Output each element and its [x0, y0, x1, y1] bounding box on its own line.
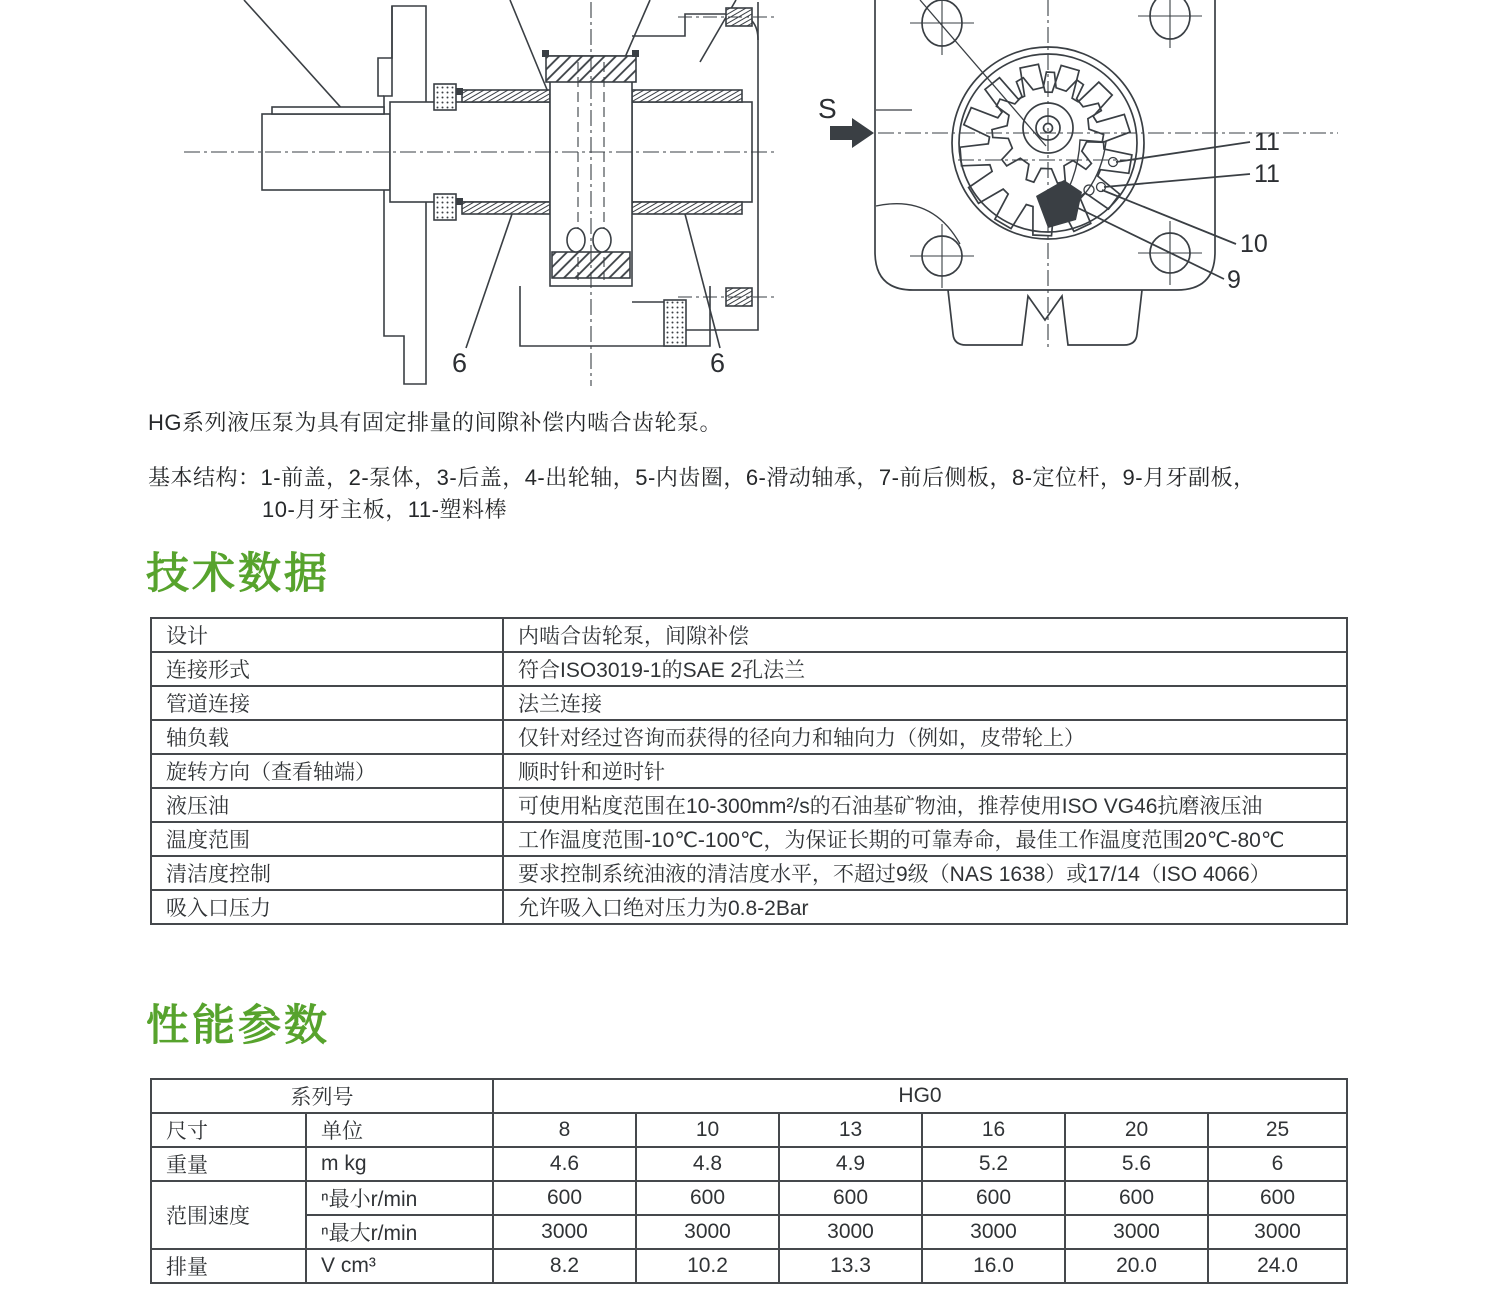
speed-min-value: 600	[636, 1181, 779, 1215]
speed-max-value: 3000	[1208, 1215, 1347, 1249]
spec-value: 顺时针和逆时针	[503, 754, 1347, 788]
table-row	[151, 652, 1347, 686]
weight-value: 5.2	[922, 1147, 1065, 1181]
spec-value: 内啮合齿轮泵，间隙补偿	[503, 618, 1347, 652]
spec-value: 可使用粘度范围在10-300mm²/s的石油基矿物油，推荐使用ISO VG46抗磨液压油	[503, 788, 1347, 822]
displacement-unit: V cm³	[306, 1249, 493, 1283]
spec-label: 液压油	[151, 788, 503, 822]
spec-value: 符合ISO3019-1的SAE 2孔法兰	[503, 652, 1347, 686]
size-value: 20	[1065, 1113, 1208, 1147]
size-value: 10	[636, 1113, 779, 1147]
size-value: 8	[493, 1113, 636, 1147]
intro-paragraph: HG系列液压泵为具有固定排量的间隙补偿内啮合齿轮泵。	[148, 410, 723, 435]
table-row	[151, 1079, 1347, 1113]
spec-value: 仅针对经过咨询而获得的径向力和轴向力（例如，皮带轮上）	[503, 720, 1347, 754]
table-row	[151, 1181, 1347, 1215]
callout-11-lower: 11	[1254, 160, 1280, 188]
speed-min-value: 600	[779, 1181, 922, 1215]
spec-label: 轴负载	[151, 720, 503, 754]
spec-value: 工作温度范围-10℃-100℃，为保证长期的可靠寿命，最佳工作温度范围20℃-80℃	[503, 822, 1347, 856]
callout-10: 10	[1240, 230, 1268, 258]
speed-min-value: 600	[1208, 1181, 1347, 1215]
pump-front-view-diagram	[800, 0, 1340, 350]
table-row	[151, 1215, 1347, 1249]
table-row	[151, 822, 1347, 856]
displacement-value: 13.3	[779, 1249, 922, 1283]
speed-max-unit: ⁿ最大r/min	[306, 1215, 493, 1249]
table-row	[151, 890, 1347, 924]
unit-label: 单位	[306, 1113, 493, 1147]
callout-s: S	[818, 93, 837, 124]
speed-max-value: 3000	[1065, 1215, 1208, 1249]
structure-label: 基本结构：	[148, 465, 261, 490]
spec-label: 清洁度控制	[151, 856, 503, 890]
table-row	[151, 1147, 1347, 1181]
size-value: 25	[1208, 1113, 1347, 1147]
size-value: 16	[922, 1113, 1065, 1147]
spec-label: 管道连接	[151, 686, 503, 720]
speed-min-unit: ⁿ最小r/min	[306, 1181, 493, 1215]
spec-label: 旋转方向（查看轴端）	[151, 754, 503, 788]
speed-max-value: 3000	[922, 1215, 1065, 1249]
weight-value: 4.8	[636, 1147, 779, 1181]
spec-label: 吸入口压力	[151, 890, 503, 924]
table-row	[151, 1249, 1347, 1283]
spec-value: 允许吸入口绝对压力为0.8-2Bar	[503, 890, 1347, 924]
size-label: 尺寸	[151, 1113, 306, 1147]
weight-value: 4.9	[779, 1147, 922, 1181]
table-row	[151, 720, 1347, 754]
weight-value: 6	[1208, 1147, 1347, 1181]
displacement-value: 24.0	[1208, 1249, 1347, 1283]
callout-9: 9	[1227, 266, 1241, 294]
spec-value: 要求控制系统油液的清洁度水平，不超过9级（NAS 1638）或17/14（ISO 4066）	[503, 856, 1347, 890]
cross-section-linework	[184, 0, 776, 386]
speed-min-value: 600	[922, 1181, 1065, 1215]
displacement-label: 排量	[151, 1249, 306, 1283]
size-value: 13	[779, 1113, 922, 1147]
speed-max-value: 3000	[493, 1215, 636, 1249]
table-row	[151, 856, 1347, 890]
table-row	[151, 788, 1347, 822]
structure-line-2: 10-月牙主板，11-塑料棒	[262, 497, 507, 522]
speed-max-value: 3000	[636, 1215, 779, 1249]
speed-max-value: 3000	[779, 1215, 922, 1249]
callout-6-right: 6	[710, 348, 726, 378]
callout-6-left: 6	[452, 348, 468, 378]
structure-paragraph	[148, 462, 1256, 526]
speed-min-value: 600	[1065, 1181, 1208, 1215]
table-row	[151, 686, 1347, 720]
performance-table	[150, 1078, 1348, 1284]
displacement-value: 16.0	[922, 1249, 1065, 1283]
series-value: HG0	[493, 1079, 1347, 1113]
structure-items-1: 1-前盖，2-泵体，3-后盖，4-出轮轴，5-内齿圈，6-滑动轴承，7-前后侧板，8-定位杆，9-月牙副板，	[260, 465, 1256, 490]
table-row	[151, 754, 1347, 788]
displacement-value: 8.2	[493, 1249, 636, 1283]
displacement-value: 20.0	[1065, 1249, 1208, 1283]
spec-label: 设计	[151, 618, 503, 652]
tech-data-table	[150, 617, 1348, 925]
table-row	[151, 618, 1347, 652]
callout-11-upper: 11	[1254, 128, 1280, 156]
series-label: 系列号	[151, 1079, 493, 1113]
weight-value: 5.6	[1065, 1147, 1208, 1181]
speed-min-value: 600	[493, 1181, 636, 1215]
speed-range-label: 范围速度	[151, 1181, 306, 1249]
weight-value: 4.6	[493, 1147, 636, 1181]
spec-label: 温度范围	[151, 822, 503, 856]
tech-data-heading: 技术数据	[146, 550, 330, 598]
structure-line-1	[148, 462, 1256, 494]
displacement-value: 10.2	[636, 1249, 779, 1283]
pump-cross-section-diagram	[180, 0, 780, 390]
perf-params-heading: 性能参数	[146, 1002, 330, 1050]
weight-unit: m kg	[306, 1147, 493, 1181]
table-row	[151, 1113, 1347, 1147]
spec-value: 法兰连接	[503, 686, 1347, 720]
spec-label: 连接形式	[151, 652, 503, 686]
weight-label: 重量	[151, 1147, 306, 1181]
